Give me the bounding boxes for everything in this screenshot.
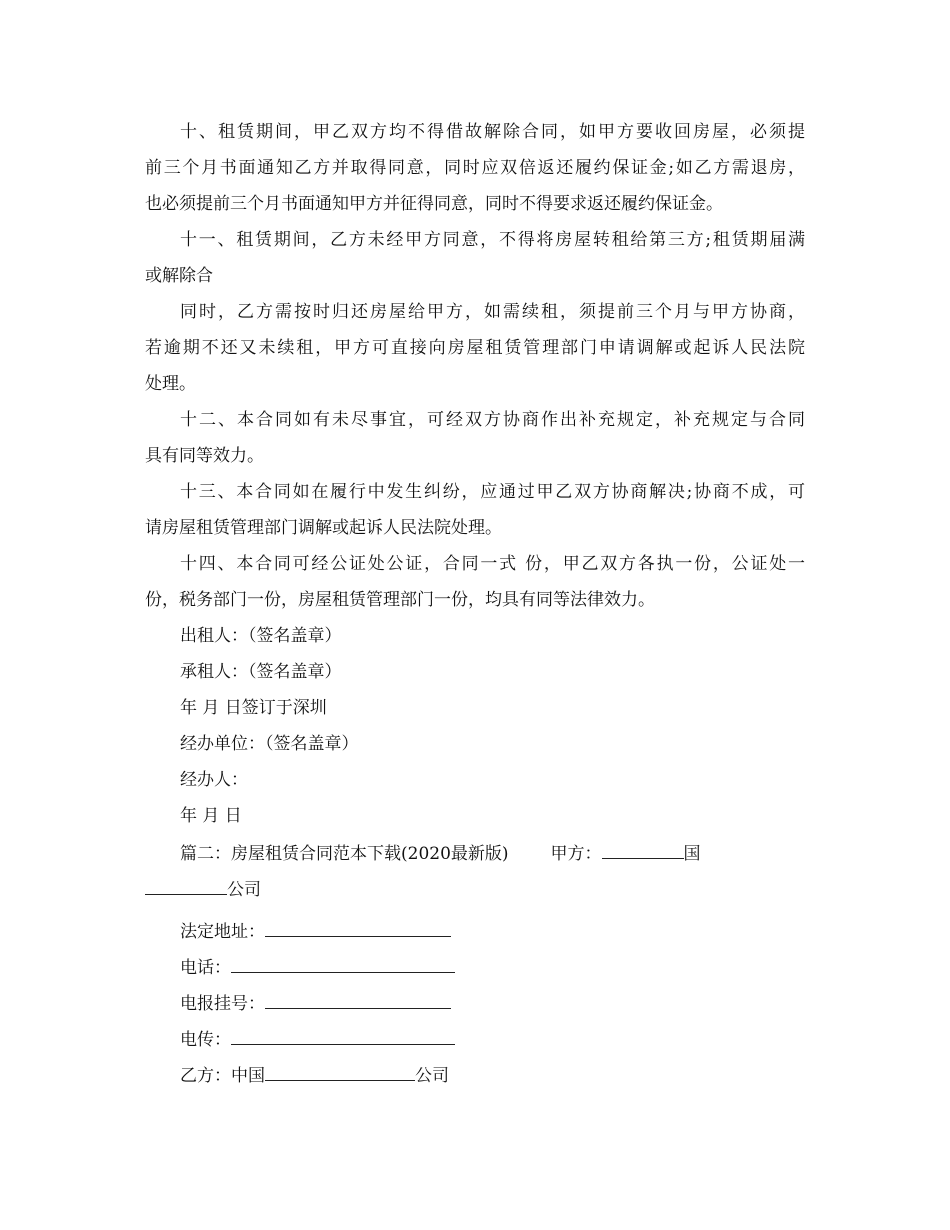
clause-10-line-3: 也必须提前三个月书面通知甲方并征得同意，同时不得要求返还履约保证金。: [145, 194, 723, 214]
part2-heading: 篇二：房屋租赁合同范本下载(2020最新版): [180, 844, 509, 863]
party-a-company-blank[interactable]: [145, 877, 227, 895]
party-a-country: 国: [683, 844, 701, 863]
agent-date: 年 月 日: [180, 806, 242, 826]
party-b-label: 乙方：中国: [180, 1066, 265, 1085]
party-a-blank[interactable]: [602, 841, 684, 859]
clause-10-line-2: 前三个月书面通知乙方并取得同意，同时应双倍返还履约保证金;如乙方需退房，: [145, 158, 805, 178]
clause-12-line-2: 具有同等效力。: [145, 446, 264, 466]
party-a-company-suffix: 公司: [227, 880, 261, 899]
telegraph-line: [180, 991, 805, 1013]
legal-address-blank[interactable]: [265, 919, 451, 937]
legal-address-line: [180, 919, 805, 941]
clause-14-line-1: 十四、本合同可经公证处公证，合同一式 份，甲乙双方各执一份，公证处一: [180, 554, 805, 574]
clause-13-line-1: 十三、本合同如在履行中发生纠纷，应通过甲乙双方协商解决;协商不成，可: [180, 482, 805, 502]
party-b-suffix: 公司: [415, 1066, 449, 1085]
lessor-signature: 出租人：（签名盖章）: [180, 626, 342, 646]
clause-11-line-1: 十一、租赁期间，乙方未经甲方同意，不得将房屋转租给第三方;租赁期届满: [180, 230, 805, 250]
clause-11b-line-3: 处理。: [145, 374, 196, 394]
party-b-line: [180, 1063, 805, 1085]
party-b-blank[interactable]: [265, 1063, 415, 1081]
fax-line: [180, 1027, 805, 1049]
telegraph-blank[interactable]: [265, 991, 451, 1009]
clause-14-line-2: 份，税务部门一份，房屋租赁管理部门一份，均具有同等法律效力。: [145, 590, 655, 610]
fax-label: 电传：: [180, 1030, 231, 1049]
clause-12-line-1: 十二、本合同如有未尽事宜，可经双方协商作出补充规定，补充规定与合同: [180, 410, 805, 430]
clause-11b-line-2: 若逾期不还又未续租，甲方可直接向房屋租赁管理部门申请调解或起诉人民法院: [145, 338, 805, 358]
clause-13-line-2: 请房屋租赁管理部门调解或起诉人民法院处理。: [145, 518, 502, 538]
part2-heading-line: [180, 841, 805, 863]
phone-line: [180, 955, 805, 977]
phone-blank[interactable]: [231, 955, 455, 973]
clause-11-line-2: 或解除合: [145, 266, 213, 286]
phone-label: 电话：: [180, 958, 231, 977]
agency-signature: 经办单位：（签名盖章）: [180, 734, 359, 754]
clause-10-line-1: 十、租赁期间，甲乙双方均不得借故解除合同，如甲方要收回房屋，必须提: [180, 122, 805, 142]
agent-signature: 经办人：: [180, 770, 248, 790]
party-a-label: 甲方：: [550, 844, 602, 863]
fax-blank[interactable]: [231, 1027, 455, 1045]
legal-address-label: 法定地址：: [180, 922, 265, 941]
lessee-signature: 承租人：（签名盖章）: [180, 662, 342, 682]
signed-date: 年 月 日签订于深圳: [180, 698, 327, 718]
party-a-company-line: [145, 877, 805, 899]
clause-11b-line-1: 同时，乙方需按时归还房屋给甲方，如需续租，须提前三个月与甲方协商，: [180, 302, 805, 322]
telegraph-label: 电报挂号：: [180, 994, 265, 1013]
